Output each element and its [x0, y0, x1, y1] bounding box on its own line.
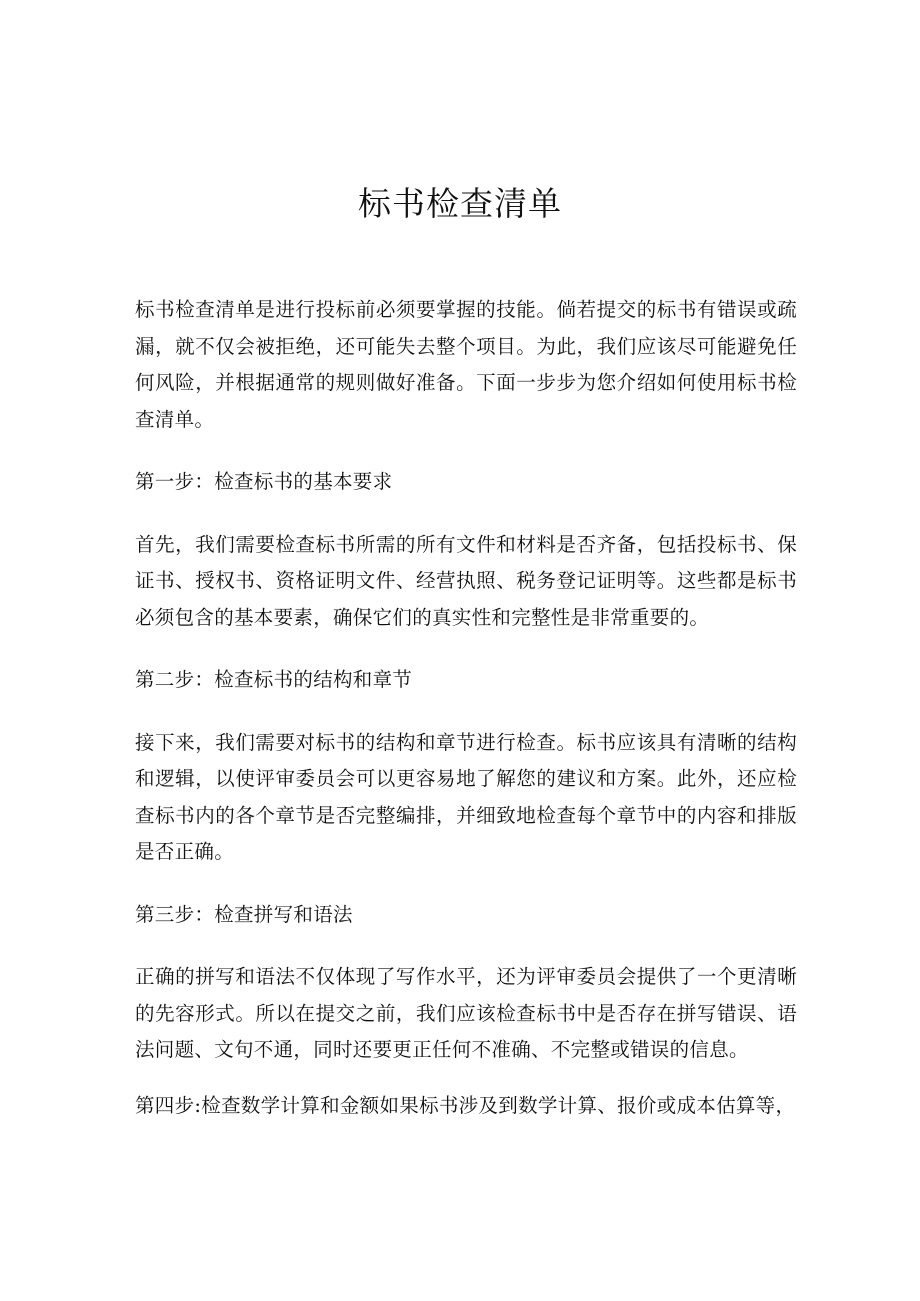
document-body [135, 292, 797, 1124]
step-1-heading: 第一步：检查标书的基本要求 [135, 470, 393, 493]
step-3-heading: 第三步：检查拼写和语法 [135, 902, 353, 926]
step-2-heading: 第二步：检查标书的结构和章节 [135, 668, 413, 691]
document-title: 标书检查清单 [358, 184, 562, 223]
step-3-body: 正确的拼写和语法不仅体现了写作水平，还为评审委员会提供了一个更清晰的先容形式。所以在提交之前，我们应该检查标书中是否存在拼写错误、语法问题、文句不通，同时还要更正任何不准确、不完整或错误的信息。 [135, 965, 797, 1061]
step-1-body: 首先，我们需要检查标书所需的所有文件和材料是否齐备，包括投标书、保证书、授权书、资格证明文件、经营执照、税务登记证明等。这些都是标书必须包含的基本要素，确保它们的真实性和完整性是非常重要的。 [135, 532, 797, 629]
step-4-line: 第四步:检查数学计算和金额如果标书涉及到数学计算、报价或成本估算等， [135, 1093, 796, 1117]
intro-paragraph: 标书检查清单是进行投标前必须要掌握的技能。倘若提交的标书有错误或疏漏，就不仅会被拒绝，还可能失去整个项目。为此，我们应该尽可能避免任何风险，并根据通常的规则做好准备。下面一步步为您介绍如何使用标书检查清单。 [135, 298, 797, 431]
step-2-body: 接下来，我们需要对标书的结构和章节进行检查。标书应该具有清晰的结构和逻辑，以使评审委员会可以更容易地了解您的建议和方案。此外，还应检查标书内的各个章节是否完整编排，并细致地检查每个章节中的内容和排版是否正确。 [135, 730, 797, 863]
